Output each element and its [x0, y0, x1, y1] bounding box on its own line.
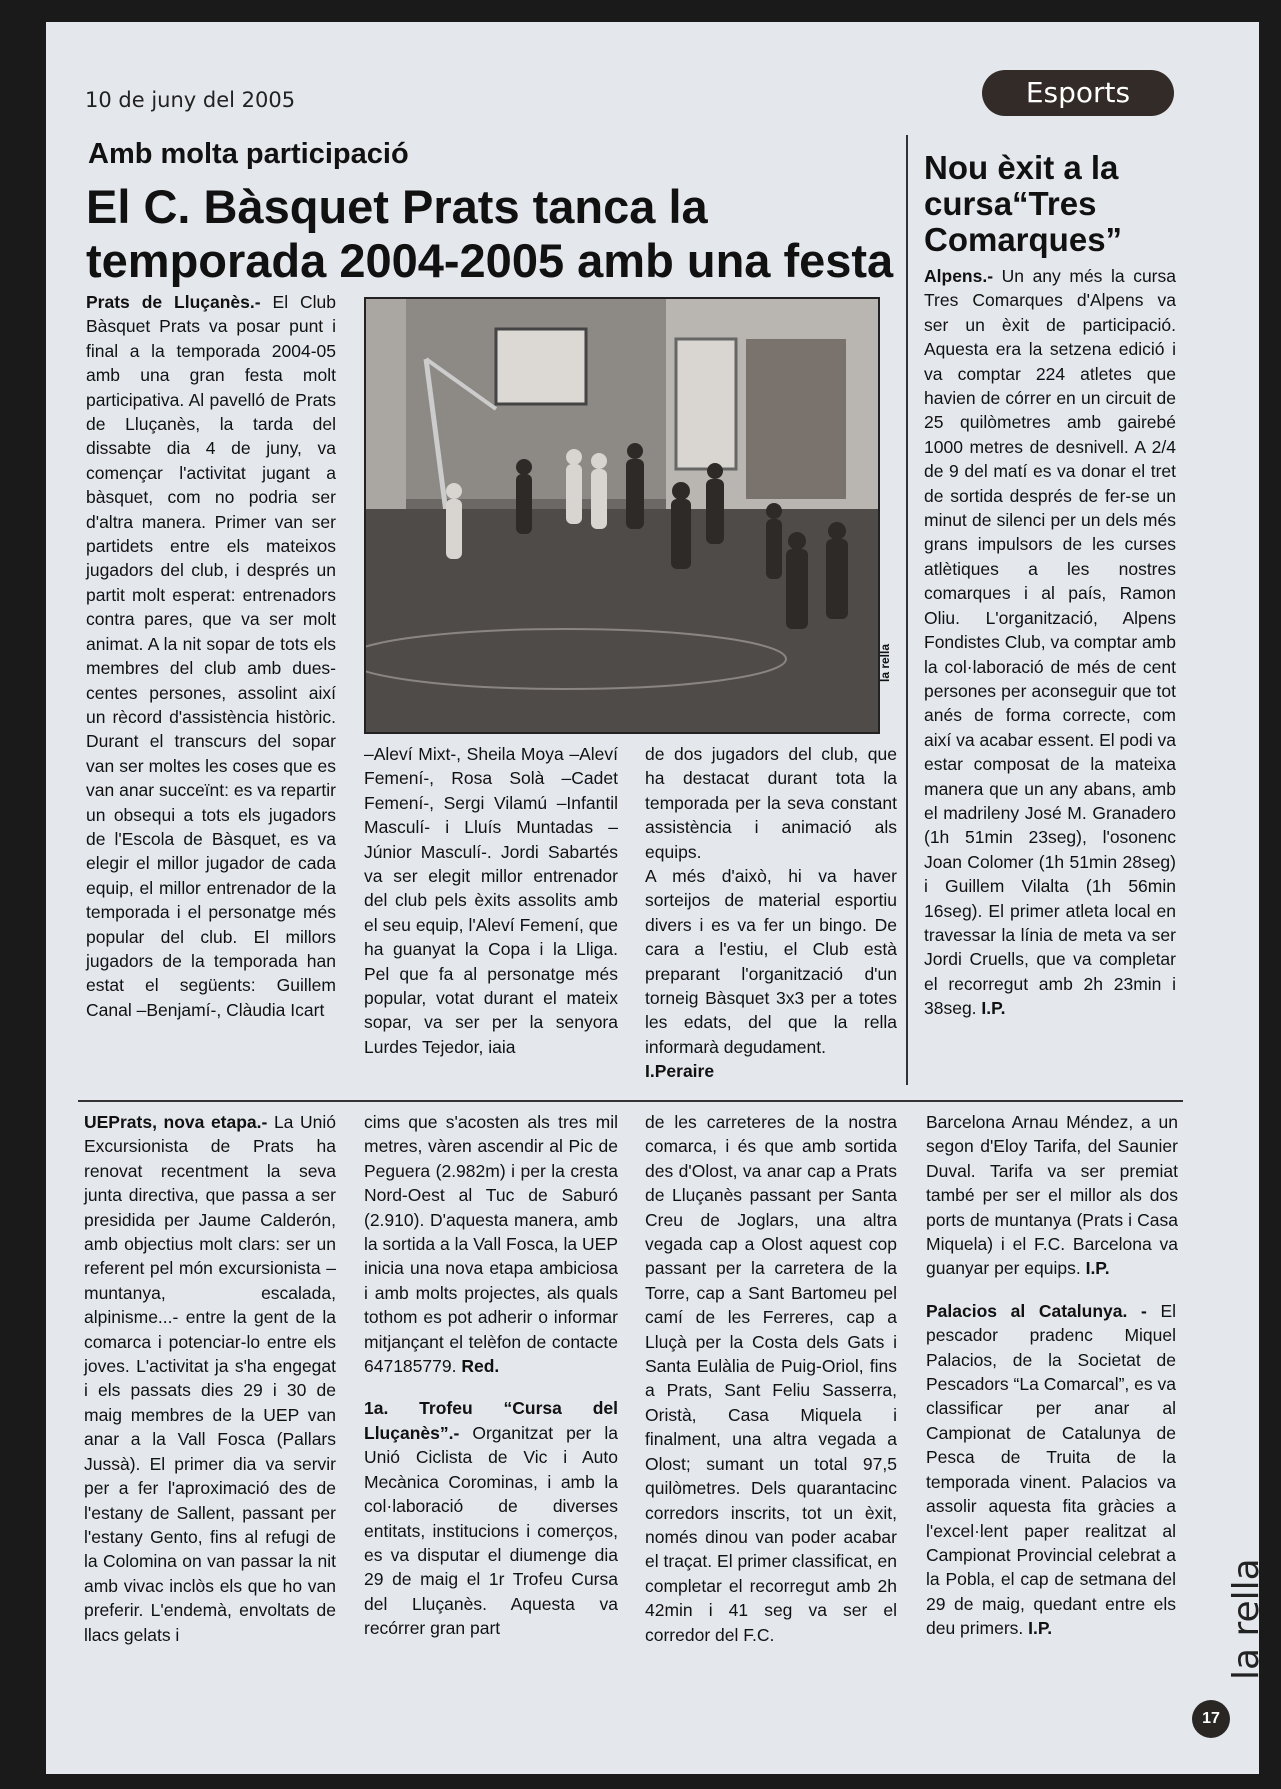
trofeu-article-signature: I.P. — [1085, 1258, 1110, 1279]
article-place: Prats de Lluçanès.- — [86, 292, 261, 312]
photo-illustration — [366, 299, 878, 732]
palacios-article-title: Palacios al Catalunya. - — [926, 1300, 1147, 1321]
uep-article-text: La Unió Excursionista de Prats ha renovat recentment la seva junta directiva, que passa a ser presidida per Jaume Calderón, amb objectius molt clars: ser un referent pel món excursionista –muntanya, escalada, alpinisme...- entre la gent de la comarca i potenciar-lo entre els joves. L'activitat ja s'ha engegat i els passats dies 29 i 30 de maig membres de la UEP van anar a la Vall Fosca (Pallars Jussà). El primer dia va servir per a fer l'aproximació des de l'estany de Sallent, passant per l'estany Gento, fins al refugi de la Colomina on van passar la nit amb vivac inclòs els que ho van preferir. L'endemà, envoltats de llacs gelats i — [84, 1112, 336, 1645]
article-kicker: Amb molta participació — [88, 138, 409, 170]
issue-date: 10 de juny del 2005 — [85, 88, 296, 112]
bottom-column-2 — [364, 1110, 618, 1641]
article-column-3 — [645, 742, 897, 1084]
trofeu-article-title: 1a. Trofeu “Cursa del Lluçanès”.- — [364, 1398, 618, 1443]
side-article-place: Alpens.- — [924, 266, 994, 286]
trofeu-article-end — [926, 1110, 1178, 1281]
trofeu-article-continued: de les carreteres de la nostra comarca, i és que amb sortida des d'Olost, va anar cap a Prats de Lluçanès passant per Santa Creu de Joglars, una altra vegada cap a Olost aquest cop passant per la carretera de la Torre, cap a Sant Bartomeu pel camí de les Ferreres, cap a Lluçà per la Costa dels Gats i Santa Eulàlia de Puig-Oriol, fins a Prats, Sant Feliu Sasserra, Oristà, Casa Miquela i finalment, una altra vegada a Olost; sumant un total 97,5 quilòmetres. Dels quarantacinc corredors inscrits, tot un èxit, només dinou van poder acabar el traçat. El primer classificat, en completar el recorregut amb 2h 42min i 41 seg va ser el corredor del F.C. — [645, 1112, 897, 1645]
bottom-column-4 — [926, 1110, 1178, 1641]
article-column-1 — [86, 290, 336, 1022]
article-column-1-text: El Club Bàsquet Prats va posar punt i final a la temporada 2004-05 amb una gran festa molt participativa. Al pavelló de Prats de Lluçanès, la tarda del dissabte dia 4 de juny, va començar l'activitat jugant a bàsquet, com no podria ser d'altra manera. Primer van ser partidets entre els mateixos jugadors del club, i després un partit molt esperat: entrenadors contra pares, que va ser molt animat. A la nit sopar de tots els membres del club amb dues-centes persones, assolint així un rècord d'assistència històric. Durant el transcurs del sopar van ser moltes les coses que es van anar succeïnt: es va repartir un obsequi a tots els jugadors de l'Escola de Bàsquet, es va elegir el millor jugador de cada equip, el millor entrenador de la temporada i el personatge més popular del club. El millors jugadors de la temporada han estat el següents: Guillem Canal –Benjamí-, Clàudia Icart — [86, 292, 336, 1020]
photo-credit: la rella — [878, 643, 892, 682]
article-column-2: –Aleví Mixt-, Sheila Moya –Aleví Femení-, Rosa Solà –Cadet Femení-, Sergi Vilamú –Infantil Masculí- i Lluís Muntadas –Júnior Masculí-. Jordi Sabartés va ser elegit millor entrenador del club pels èxits assolits amb el seu equip, l'Aleví Femení, que ha guanyat la Copa i la Lliga. Pel que fa al personatge més popular, votat durant el mateix sopar, va ser per la senyora Lurdes Tejedor, iaia — [364, 744, 618, 1057]
trofeu-article-text-end: Barcelona Arnau Méndez, a un segon d'Eloy Tarifa, del Saunier Duval. Tarifa va ser premiat també per ser el millor als dos ports de muntanya (Prats i Casa Miquela) i el F.C. Barcelona va guanyar per equips. — [926, 1112, 1178, 1279]
article-headline: El C. Bàsquet Prats tanca la temporada 2004-2005 amb una festa — [86, 180, 894, 287]
side-article-body — [924, 264, 1176, 1021]
page-number: 17 — [1192, 1700, 1230, 1738]
trofeu-article-text: Organitzat per la Unió Ciclista de Vic i Auto Mecànica Corominas, i amb la col·laboració de diverses entitats, institucions i comerços, es va disputar el diumenge dia 29 de maig el 1r Trofeu Cursa del Lluçanès. Aquesta va recórrer gran part — [364, 1422, 618, 1639]
uep-article-text-2: cims que s'acosten als tres mil metres, vàren ascendir al Pic de Peguera (2.982m) i per la cresta Nord-Oest al Tuc de Saburó (2.910). D'aquesta manera, amb la sortida a la Vall Fosca, la UEP inicia una nova etapa ambiciosa i amb molts projectes, als quals tothom es pot adherir o informar mitjançant el telèfon de contacte 647185779. — [364, 1112, 618, 1377]
magazine-brand: la rella — [1226, 1558, 1267, 1680]
trofeu-article — [364, 1396, 618, 1640]
uep-article — [84, 1110, 336, 1647]
article-signature: I.Peraire — [645, 1061, 715, 1082]
side-article-headline: Nou èxit a la cursa“Tres Comarques” — [924, 149, 1123, 258]
basketball-photo — [364, 297, 880, 734]
uep-article-title: UEPrats, nova etapa.- — [84, 1112, 268, 1132]
side-article-signature: I.P. — [981, 998, 1006, 1019]
palacios-article — [926, 1299, 1176, 1641]
side-article-text: Un any més la cursa Tres Comarques d'Alpens va ser un èxit de participació. Aquesta era la setzena edició i va comptar 224 atletes que havien de córrer en un circuit de 25 quilòmetres amb gairebé 1000 metres de desnivell. A 2/4 de 9 del matí es va donar el tret de sortida després de fer-se un minut de silenci per un dels més grans impulsors de les curses atlètiques a les nostres comarques i al país, Ramon Oliu. L'organització, Alpens Fondistes Club, va comptar amb la col·laboració de més de cent persones per aconseguir que tot anés de forma correcte, com així va acabar essent. El podi va estar composat de la mateixa manera que un any abans, amb el madrileny José M. Granadero (1h 51min 23seg), l'osonenc Joan Colomer (1h 51min 28seg) i Guillem Vilalta (1h 56min 16seg). El primer atleta local en travessar la línia de meta va ser Jordi Cruells, que va completar el recorregut amb 2h 23min i 38seg. — [924, 266, 1176, 1019]
column-divider — [906, 135, 908, 1085]
palacios-article-text: El pescador pradenc Miquel Palacios, de la Societat de Pescadors “La Comarcal”, es va classificar per anar al Campionat de Catalunya de Pesca de Truita de la temporada vinent. Palacios va assolir aquesta fita gràcies a l'excel·lent paper realitzat al Campionat Provincial celebrat a la Pobla, el cap de setmana del 29 de maig, quedant entre els deu primers. — [926, 1300, 1176, 1639]
section-divider — [78, 1100, 1183, 1102]
uep-article-signature: Red. — [461, 1356, 500, 1377]
article-column-3-text-b: A més d'això, hi va haver sorteijos de material esportiu divers i es va fer un bingo. De cara a l'estiu, el Club està preparant l'organització d'un torneig Bàsquet 3x3 per a totes les edats, del que la rella informarà degudament. — [645, 866, 897, 1057]
uep-article-continued — [364, 1110, 618, 1378]
section-label: Esports — [982, 70, 1174, 116]
article-column-3-text: de dos jugadors del club, que ha destacat durant tota la temporada per la seva constant assistència i animació als equips. — [645, 744, 897, 862]
palacios-article-signature: I.P. — [1028, 1618, 1053, 1639]
